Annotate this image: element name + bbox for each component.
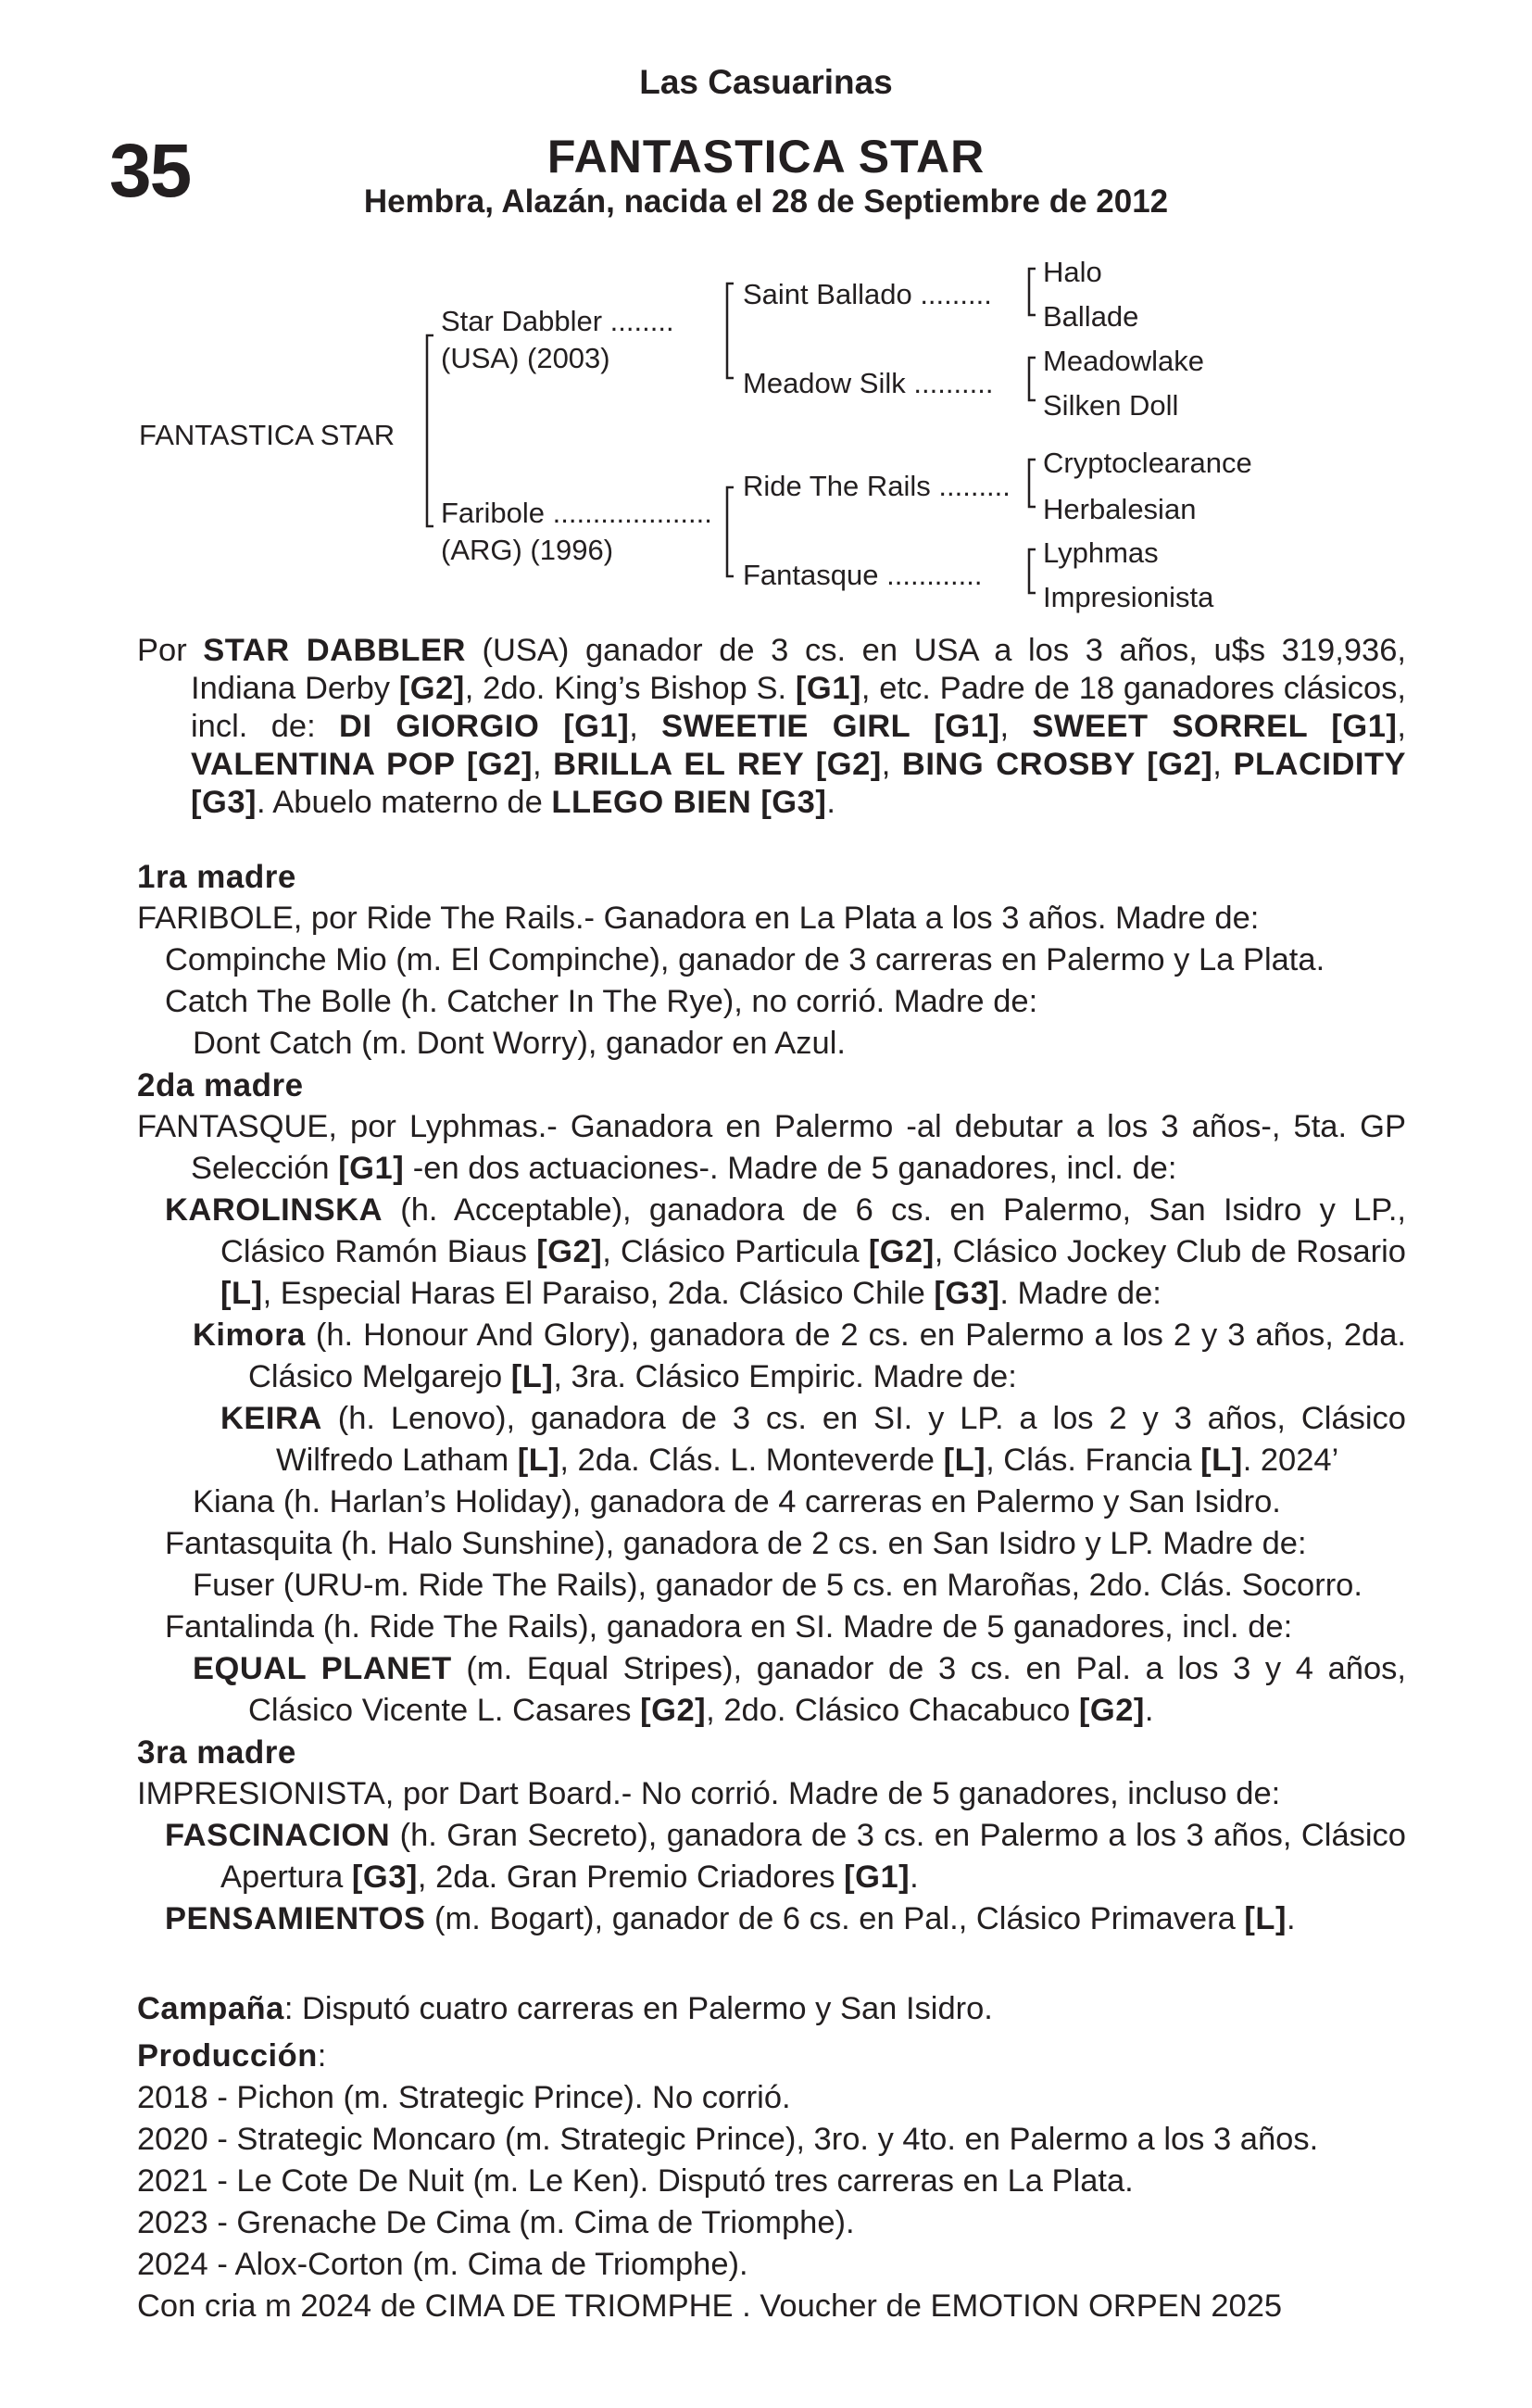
pedigree-ss-dots: ......... [920,278,992,310]
sire-intro: Por [137,633,187,668]
fantasquita-line: Fantasquita (h. Halo Sunshine), ganadora de 2 cs. en San Isidro y LP. Madre de: [165,1526,1307,1561]
text: . [1286,1901,1296,1936]
pedigree-sds: Meadowlake [1043,345,1205,377]
lot-number: 35 [109,129,191,213]
pedigree-sdd: Silken Doll [1043,389,1179,422]
text: , Clásico Particula [602,1234,869,1269]
production-heading [137,2036,1406,2077]
pedigree-dd [743,559,982,592]
text: (m. Equal Stripes), ganador de 3 cs. en Pal. a los 3 y 4 años, Clásico Vicente L. Casares [248,1651,1406,1728]
grade: [L] [1244,1901,1287,1936]
comma: , [532,747,554,782]
sire-winner: PLACIDITY [G3] [191,747,1407,820]
first-dam-produce: Catch The Bolle (h. Catcher In The Rye), no corrió. Madre de: [165,984,1038,1019]
text: FANTASQUE, por Lyphmas.- Ganadora en Palermo -al debutar a los 3 años-, 5ta. GP Selección [137,1109,1406,1186]
comma: , [881,747,902,782]
third-dam-heading: 3ra madre [137,1734,296,1771]
comma: , [1397,709,1407,744]
text: -en dos actuaciones-. Madre de 5 ganadores, incl. de: [404,1151,1177,1186]
winner-name: EQUAL PLANET [193,1651,452,1686]
sire-grandsire-winner: LLEGO BIEN [G3] [551,785,827,820]
text: . [1144,1693,1154,1728]
pedigree-ds [743,470,1011,503]
winner-name: FASCINACION [165,1818,391,1853]
sire-grade-2: [G1] [795,671,861,706]
text: (m. Bogart), ganador de 6 cs. en Pal., Clásico Primavera [425,1901,1245,1936]
second-dam-heading: 2da madre [137,1067,304,1103]
second-dam-line [137,1106,1406,1190]
comma: , [629,709,662,744]
sire-winner: DI GIORGIO [G1] [339,709,630,744]
grade: [G2] [536,1234,603,1269]
karolinska-line [137,1190,1406,1315]
pedigree-brackets [0,0,1532,649]
text: , 2da. Gran Premio Criadores [417,1860,845,1895]
equal-planet-line [137,1648,1406,1732]
production-item: 2021 - Le Cote De Nuit (m. Le Ken). Disputó tres carreras en La Plata. [137,2163,1134,2199]
pensamientos-line [137,1898,1406,1940]
sire-winner: BING CROSBY [G2] [901,747,1213,782]
pedigree-dd-dots: ............ [886,559,983,591]
grade: [L] [220,1276,263,1311]
pedigree-subject: FANTASTICA STAR [139,419,396,451]
text: (h. Acceptable), ganadora de 6 cs. en Palermo, San Isidro y LP., Clásico Ramón Biaus [220,1192,1406,1269]
sire-text-4: . Abuelo materno de [257,785,552,820]
first-dam-grandproduce: Dont Catch (m. Dont Worry), ganador en Azul. [193,1026,846,1061]
sire-winner: SWEETIE GIRL [G1] [661,709,1000,744]
pedigree-sss: Halo [1043,256,1102,288]
text: , Clásico Jockey Club de Rosario [934,1234,1406,1269]
pedigree-sire-dots: ........ [609,305,674,337]
pedigree-dss: Cryptoclearance [1043,447,1252,479]
pedigree-dam-origin: (ARG) (1996) [441,534,614,566]
first-dam-line: FARIBOLE, por Ride The Rails.- Ganadora en La Plata a los 3 años. Madre de: [137,901,1260,936]
sire-winner: VALENTINA POP [G2] [191,747,533,782]
text: , 3ra. Clásico Empiric. Madre de: [553,1359,1017,1394]
grade: [G3] [934,1276,1000,1311]
pedigree-dam [441,497,712,530]
fuser-line: Fuser (URU-m. Ride The Rails), ganador de 5 cs. en Maroñas, 2do. Clás. Socorro. [193,1568,1362,1603]
period: . [826,785,835,820]
pedigree-ds-dots: ......... [938,470,1011,502]
pedigree-sire-name: Star Dabbler [441,305,603,337]
pedigree-sire-origin: (USA) (2003) [441,342,610,374]
text: , Especial Haras El Paraiso, 2da. Clásico Chile [262,1276,935,1311]
pedigree-dam-name: Faribole [441,497,545,529]
winner-name: Kimora [193,1317,306,1353]
production-item: 2018 - Pichon (m. Strategic Prince). No corrió. [137,2080,791,2115]
pedigree-dds: Lyphmas [1043,536,1159,569]
grade: [L] [517,1443,560,1478]
consignor-name: Las Casuarinas [639,63,893,101]
sire-text-1: (USA) ganador de 3 cs. en USA a los 3 años, u$s 319,936, Indiana Derby [191,633,1406,706]
fascinacion-line [137,1815,1406,1898]
first-dam-produce: Compinche Mio (m. El Compinche), ganador de 3 carreras en Palermo y La Plata. [165,942,1325,977]
pedigree-dd-name: Fantasque [743,559,879,591]
grade: [G1] [338,1151,405,1186]
sire-winner: SWEET SORREL [G1] [1032,709,1398,744]
winner-name: KAROLINSKA [165,1192,383,1228]
text: (h. Honour And Glory), ganadora de 2 cs. en Palermo a los 2 y 3 años, 2da. Clásico Melgarejo [248,1317,1406,1394]
pedigree-ddd: Impresionista [1043,581,1214,613]
grade: [L] [1200,1443,1243,1478]
grade: [G2] [640,1693,707,1728]
production-note: Con cria m 2024 de CIMA DE TRIOMPHE . Voucher de EMOTION ORPEN 2025 [137,2288,1283,2324]
pedigree-ssd: Ballade [1043,300,1139,333]
text: . Madre de: [999,1276,1162,1311]
text: , 2do. Clásico Chacabuco [706,1693,1079,1728]
sire-text-3: , etc. Padre de 18 ganadores clásicos, incl. de: [191,671,1406,744]
pedigree-sd-name: Meadow Silk [743,367,906,399]
campaign-line [137,1988,1406,2030]
text: (h. Gran Secreto), ganadora de 3 cs. en Palermo a los 3 años, Clásico Apertura [220,1818,1406,1895]
sire-grade-1: [G2] [398,671,465,706]
family-section [137,856,1406,1940]
pedigree-dsd: Herbalesian [1043,493,1197,525]
campaign-label: Campaña [137,1991,284,2026]
sire-block [137,632,1406,822]
pedigree-ss-name: Saint Ballado [743,278,912,310]
production-item: 2020 - Strategic Moncaro (m. Strategic Prince), 3ro. y 4to. en Palermo a los 3 años. [137,2122,1319,2157]
winner-name: KEIRA [220,1401,322,1436]
kimora-line [137,1315,1406,1398]
grade: [G3] [351,1860,418,1895]
pedigree-ds-name: Ride The Rails [743,470,931,502]
winner-name: PENSAMIENTOS [165,1901,426,1936]
fantalinda-line: Fantalinda (h. Ride The Rails), ganadora en SI. Madre de 5 ganadores, incl. de: [165,1609,1293,1645]
sire-text-2: , 2do. King’s Bishop S. [464,671,796,706]
campaign-production [137,1988,1406,2327]
kiana-line: Kiana (h. Harlan’s Holiday), ganadora de 4 carreras en Palermo y San Isidro. [193,1484,1281,1519]
production-label: Producción [137,2038,318,2074]
pedigree-sd [743,367,994,400]
text: , 2da. Clás. L. Monteverde [559,1443,944,1478]
text: . [910,1860,919,1895]
text: . 2024’ [1242,1443,1339,1478]
sire-name: STAR DABBLER [203,633,466,668]
text: , Clás. Francia [986,1443,1201,1478]
production-item: 2023 - Grenache De Cima (m. Cima de Triomphe). [137,2205,855,2240]
horse-description: Hembra, Alazán, nacida el 28 de Septiembre de 2012 [363,183,1169,220]
comma: , [1212,747,1234,782]
production-item: 2024 - Alox-Corton (m. Cima de Triomphe). [137,2247,748,2282]
pedigree-sd-dots: .......... [913,367,994,399]
text: (h. Lenovo), ganadora de 3 cs. en SI. y LP. a los 2 y 3 años, Clásico Wilfredo Latham [276,1401,1406,1478]
sire-winner: BRILLA EL REY [G2] [553,747,882,782]
horse-name: FANTASTICA STAR [546,131,986,183]
keira-line [137,1398,1406,1481]
pedigree-sire [441,305,674,338]
pedigree-dam-dots: .................... [552,497,712,529]
colon: : [317,2038,327,2074]
grade: [L] [510,1359,554,1394]
grade: [G1] [844,1860,910,1895]
sire-paragraph [137,632,1406,822]
grade: [G2] [868,1234,935,1269]
pedigree-ss [743,278,992,311]
third-dam-line: IMPRESIONISTA, por Dart Board.- No corrió. Madre de 5 ganadores, incluso de: [137,1776,1281,1811]
grade: [L] [943,1443,986,1478]
first-dam-heading: 1ra madre [137,859,296,895]
comma: , [999,709,1033,744]
campaign-text: : Disputó cuatro carreras en Palermo y San Isidro. [283,1991,993,2026]
grade: [G2] [1078,1693,1145,1728]
